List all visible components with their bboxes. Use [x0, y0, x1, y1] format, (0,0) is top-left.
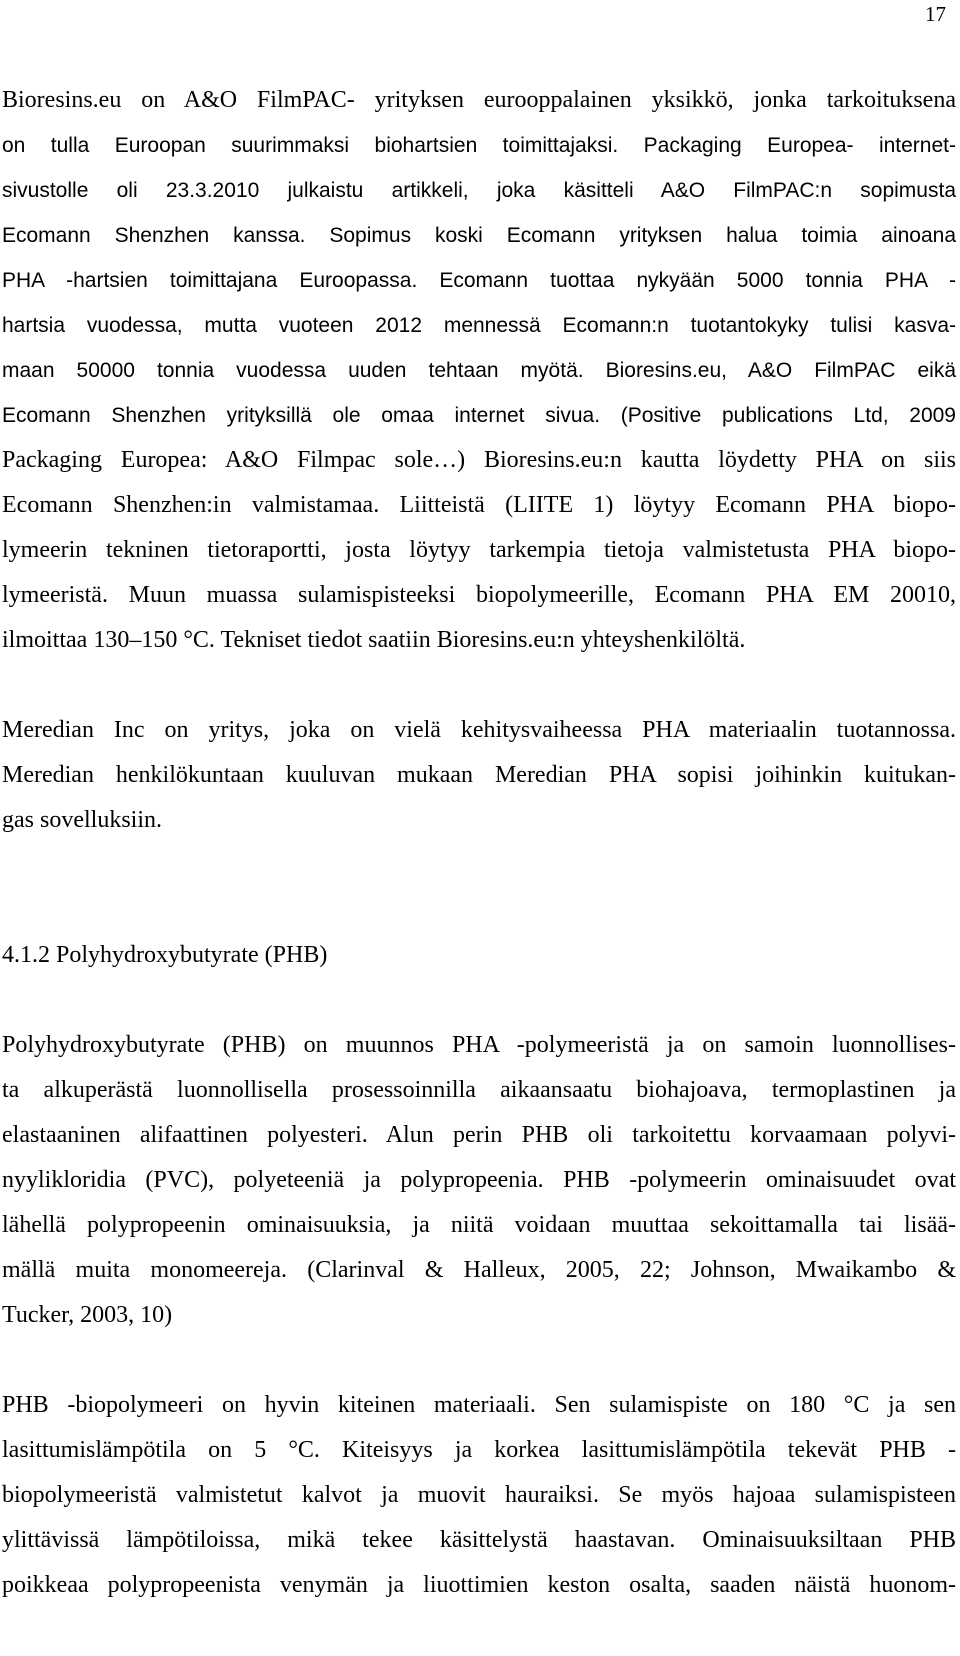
text-line: gas sovelluksiin. [2, 807, 162, 833]
page-number: 17 [925, 2, 946, 26]
text-line: poikkeaa polypropeenista venymän ja liuottimien keston osalta, saaden näistä huonom- [2, 1572, 956, 1598]
text-line: Ecomann Shenzhen yrityksillä ole omaa internet sivua. (Positive publications Ltd, 2009 [2, 404, 956, 427]
text-line: lähellä polypropeenin ominaisuuksia, ja niitä voidaan muuttaa sekoittamalla tai lisää- [2, 1212, 956, 1238]
text-line: sivustolle oli 23.3.2010 julkaistu artikkeli, joka käsitteli A&O FilmPAC:n sopimusta [2, 179, 956, 202]
text-line: hartsia vuodessa, mutta vuoteen 2012 mennessä Ecomann:n tuotantokyky tulisi kasva- [2, 314, 956, 337]
text-line: mällä muita monomeereja. (Clarinval & Halleux, 2005, 22; Johnson, Mwaikambo & [2, 1257, 956, 1283]
text-line: Polyhydroxybutyrate (PHB) on muunnos PHA -polymeeristä ja on samoin luonnollises- [2, 1032, 956, 1058]
text-line: Meredian henkilökuntaan kuuluvan mukaan Meredian PHA sopisi joihinkin kuitukan- [2, 762, 956, 788]
text-line: maan 50000 tonnia vuodessa uuden tehtaan myötä. Bioresins.eu, A&O FilmPAC eikä [2, 359, 956, 382]
text-line: elastaaninen alifaattinen polyesteri. Alun perin PHB oli tarkoitettu korvaamaan polyvi- [2, 1122, 956, 1148]
text-line: ylittävissä lämpötiloissa, mikä tekee käsittelystä haastavan. Ominaisuuksiltaan PHB [2, 1527, 956, 1553]
text-line: biopolymeeristä valmistetut kalvot ja muovit hauraiksi. Se myös hajoaa sulamispisteen [2, 1482, 956, 1508]
paragraph-spacer [2, 663, 956, 708]
text-line: nyylikloridia (PVC), polyeteeniä ja polypropeenia. PHB -polymeerin ominaisuudet ovat [2, 1167, 956, 1193]
section-heading: 4.1.2 Polyhydroxybutyrate (PHB) [2, 942, 328, 968]
document-body [2, 78, 956, 1608]
text-line: Ecomann Shenzhen:in valmistamaa. Liitteistä (LIITE 1) löytyy Ecomann PHA biopo- [2, 492, 956, 518]
text-line: Ecomann Shenzhen kanssa. Sopimus koski Ecomann yrityksen halua toimia ainoana [2, 224, 956, 247]
paragraph-spacer [2, 978, 956, 1023]
text-line: ilmoittaa 130–150 °C. Tekniset tiedot saatiin Bioresins.eu:n yhteyshenkilöltä. [2, 627, 746, 653]
paragraph-meredian [2, 708, 956, 843]
text-line: PHA -hartsien toimittajana Euroopassa. Ecomann tuottaa nykyään 5000 tonnia PHA - [2, 269, 956, 292]
paragraph-spacer [2, 1338, 956, 1383]
text-line: lymeerin tekninen tietoraportti, josta löytyy tarkempia tietoja valmistetusta PHA biopo- [2, 537, 956, 563]
text-line: PHB -biopolymeeri on hyvin kiteinen materiaali. Sen sulamispiste on 180 °C ja sen [2, 1392, 956, 1418]
paragraph-phb-definition [2, 1023, 956, 1338]
paragraph-bioresins [2, 78, 956, 663]
text-line: on tulla Euroopan suurimmaksi biohartsien toimittajaksi. Packaging Europea- internet- [2, 134, 956, 157]
text-line: lymeeristä. Muun muassa sulamispisteeksi biopolymeerille, Ecomann PHA EM 20010, [2, 582, 956, 608]
text-line: Tucker, 2003, 10) [2, 1302, 173, 1328]
text-line: Meredian Inc on yritys, joka on vielä kehitysvaiheessa PHA materiaalin tuotannossa. [2, 717, 956, 743]
section-spacer [2, 843, 956, 933]
text-line: Bioresins.eu on A&O FilmPAC- yrityksen eurooppalainen yksikkö, jonka tarkoituksena [2, 87, 956, 113]
text-line: Packaging Europea: A&O Filmpac sole…) Bioresins.eu:n kautta löydetty PHA on siis [2, 447, 956, 473]
paragraph-phb-properties [2, 1383, 956, 1608]
text-line: ta alkuperästä luonnollisella prosessoinnilla aikaansaatu biohajoava, termoplastinen ja [2, 1077, 956, 1103]
text-line: lasittumislämpötila on 5 °C. Kiteisyys ja korkea lasittumislämpötila tekevät PHB - [2, 1437, 956, 1463]
